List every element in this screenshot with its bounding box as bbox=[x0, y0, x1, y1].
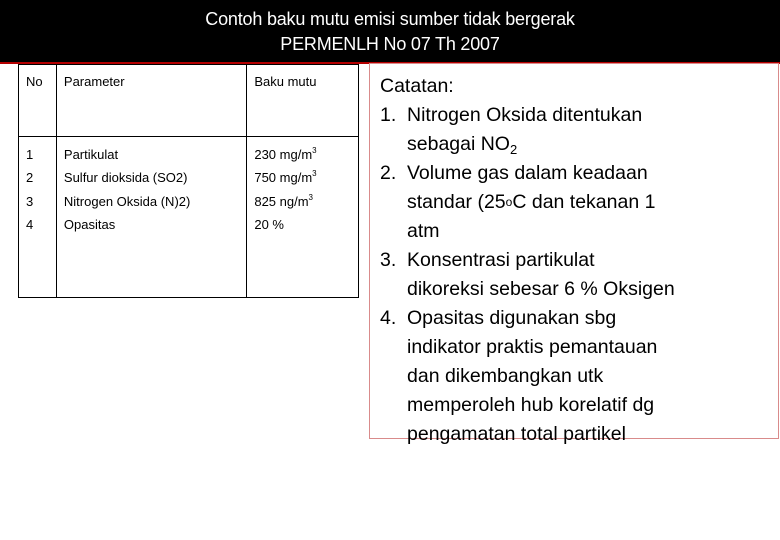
header-baku-mutu: Baku mutu bbox=[247, 65, 359, 137]
note-text: Nitrogen Oksida ditentukan bbox=[407, 104, 643, 126]
note-text: pengamatan total partikel bbox=[407, 423, 626, 445]
table-row bbox=[19, 137, 359, 298]
row-number: 2 bbox=[26, 170, 34, 186]
note-item bbox=[380, 246, 778, 304]
note-item bbox=[380, 159, 778, 246]
note-item bbox=[380, 304, 778, 449]
note-text: atm bbox=[407, 220, 440, 242]
parameter-name: Opasitas bbox=[63, 217, 116, 233]
note-text: dan dikembangkan utk bbox=[407, 365, 604, 387]
banner-title: Contoh baku mutu emisi sumber tidak bergerak bbox=[205, 9, 575, 29]
limit-value: 750 $mg/m^3$ bbox=[254, 169, 317, 186]
row-number: 4 bbox=[26, 217, 34, 233]
note-text: Opasitas digunakan sbg bbox=[407, 307, 617, 329]
note-text: Volume gas dalam keadaan bbox=[407, 162, 648, 184]
parameter-name: Sulfur dioksida (SO2) bbox=[63, 170, 188, 186]
row-number: 1 bbox=[26, 147, 34, 162]
notes-box bbox=[369, 63, 779, 445]
parameter-name: Partikulat bbox=[63, 147, 119, 162]
note-text: memperoleh hub korelatif dg bbox=[407, 394, 655, 416]
note-number: 4. bbox=[380, 307, 397, 329]
parameter-column bbox=[56, 137, 246, 298]
title-banner bbox=[0, 0, 780, 64]
note-number: 3. bbox=[380, 249, 397, 271]
notes-title: Catatan: bbox=[380, 75, 454, 97]
note-text: indikator praktis pemantauan bbox=[407, 336, 658, 358]
note-text: Konsentrasi partikulat bbox=[407, 249, 595, 271]
note-number: 1. bbox=[380, 104, 397, 126]
note-item bbox=[380, 101, 778, 159]
banner-subtitle: PERMENLH No 07 Th 2007 bbox=[280, 34, 500, 54]
parameter-name: Nitrogen Oksida (N)2) bbox=[63, 193, 191, 209]
emission-standards-table bbox=[18, 64, 359, 298]
row-number: 3 bbox=[26, 193, 34, 209]
note-text: standar (25oC dan tekanan 1 bbox=[407, 191, 656, 213]
limit-value: 230 $mg/m^3$ bbox=[254, 146, 317, 162]
note-number: 2. bbox=[380, 162, 397, 184]
note-text: dikoreksi sebesar 6 % Oksigen bbox=[407, 278, 675, 300]
header-no: No bbox=[19, 65, 57, 137]
limit-value: 20 % bbox=[254, 217, 284, 233]
number-column bbox=[19, 137, 57, 298]
note-text: sebagai $NO_2$ bbox=[407, 133, 518, 157]
table-header-row bbox=[19, 65, 359, 137]
limit-value: 825 $ng/m^3$ bbox=[254, 192, 313, 209]
baku-mutu-column bbox=[247, 137, 359, 298]
header-parameter: Parameter bbox=[56, 65, 246, 137]
